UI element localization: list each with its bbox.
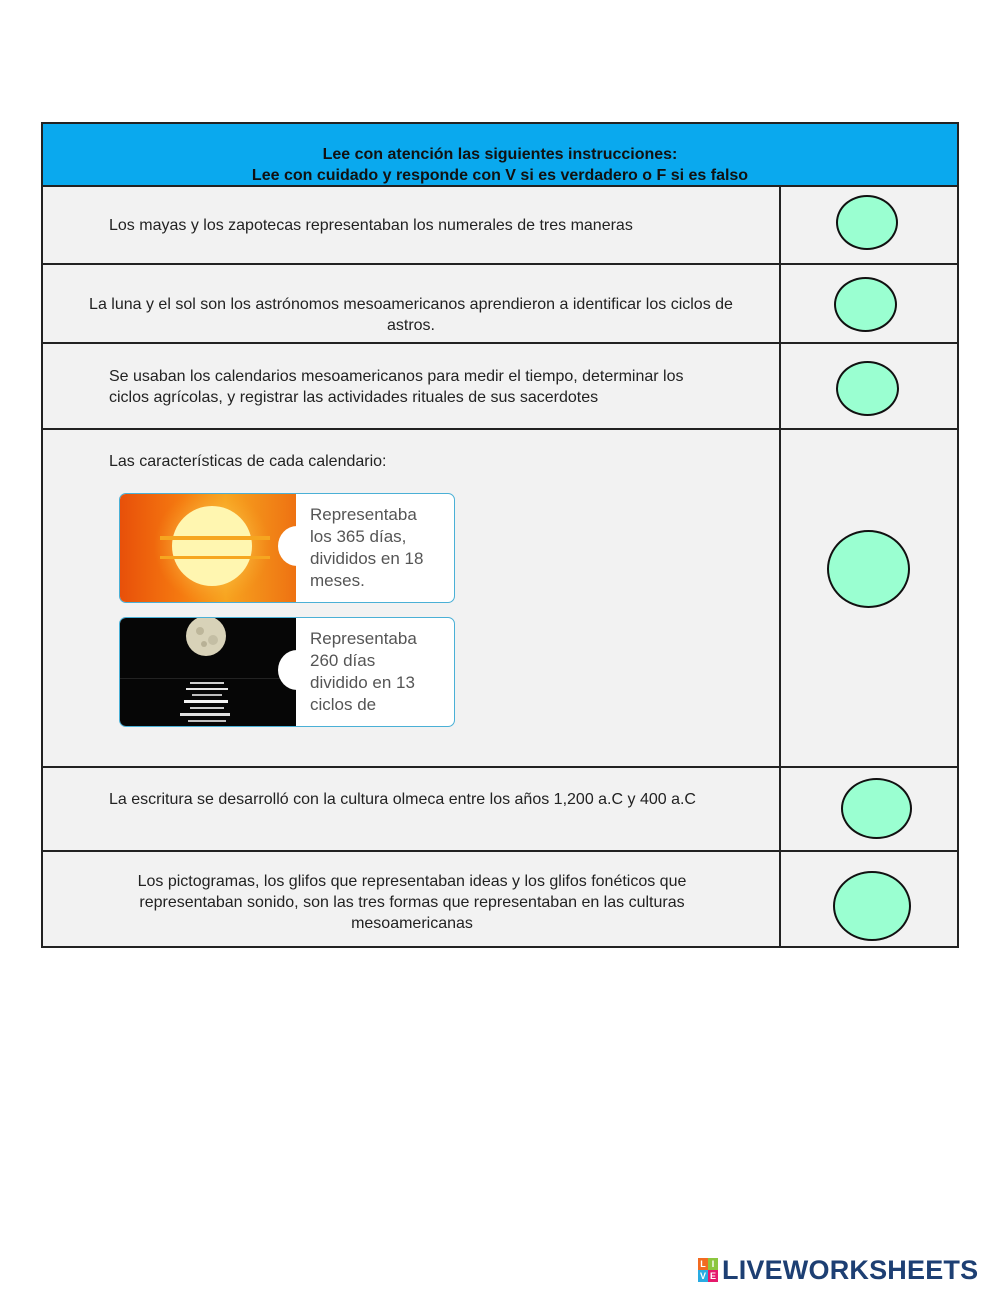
card-line: meses. [310, 571, 365, 590]
question-text-line: Se usaban los calendarios mesoamericanos para medir el tiempo, determinar los [109, 368, 684, 385]
question-cell [43, 187, 781, 263]
card-line: divididos en 18 [310, 549, 424, 568]
question-text-line: representaban sonido, son las tres formas que representaban en las culturas [139, 894, 685, 911]
answer-circle-2[interactable] [834, 277, 897, 332]
calendar-card-text [310, 504, 450, 592]
question-row-4 [43, 430, 957, 768]
question-cell [43, 265, 781, 342]
question-text-line: Los pictogramas, los glifos que representaban ideas y los glifos fonéticos que [137, 873, 687, 890]
calendar-card-ritual [119, 617, 455, 727]
question-cell [43, 768, 781, 850]
liveworksheets-logo [698, 1256, 978, 1284]
question-text-line: astros. [386, 317, 435, 334]
answer-circle-4[interactable] [827, 530, 910, 608]
answer-circle-1[interactable] [836, 195, 898, 250]
moon-image [120, 618, 296, 726]
question-text [109, 366, 684, 408]
instructions-line-1: Lee con atención las siguientes instrucciones: [322, 146, 678, 163]
answer-circle-6[interactable] [833, 871, 911, 941]
sunset-icon [120, 494, 296, 603]
card-line: 260 días [310, 651, 376, 670]
worksheet-table [41, 122, 959, 948]
logo-letter: V [699, 1271, 706, 1281]
instructions-header [43, 124, 957, 187]
question-row-1 [43, 187, 957, 265]
question-row-2 [43, 265, 957, 344]
logo-letter: L [698, 1258, 708, 1270]
card-line: Representaba [310, 629, 417, 648]
sun-image [120, 494, 296, 602]
question-text: La escritura se desarrolló con la cultura olmeca entre los años 1,200 a.C y 400 a.C [109, 791, 696, 808]
answer-circle-3[interactable] [836, 361, 899, 416]
question-text-line: mesoamericanas [351, 915, 473, 932]
logo-wordmark: LIVEWORKSHEETS [722, 1254, 979, 1285]
card-line: ciclos de [310, 695, 377, 714]
question-cell [43, 344, 781, 428]
question-row-6 [43, 852, 957, 946]
calendar-card-text [310, 628, 450, 716]
card-line: dividido en 13 [310, 673, 415, 692]
question-text: Los mayas y los zapotecas representaban los numerales de tres maneras [109, 217, 633, 234]
question-row-3 [43, 344, 957, 430]
logo-letter: E [709, 1271, 716, 1281]
logo-letter: I [708, 1258, 718, 1270]
question-text [103, 871, 721, 934]
instructions-line-2: Lee con cuidado y responde con V si es verdadero o F si es falso [251, 167, 749, 184]
card-line: Representaba [310, 505, 417, 524]
question-row-5 [43, 768, 957, 852]
logo-mark-icon [698, 1258, 718, 1282]
question-text [43, 294, 779, 336]
calendar-card-solar [119, 493, 455, 603]
card-line: los 365 días, [310, 527, 407, 546]
answer-circle-5[interactable] [841, 778, 912, 839]
question-cell [43, 852, 781, 946]
full-moon-icon [120, 618, 296, 727]
question-cell [43, 430, 781, 766]
question-text-line: ciclos agrícolas, y registrar las actividades rituales de sus sacerdotes [109, 389, 599, 406]
question-text: Las características de cada calendario: [109, 453, 387, 470]
question-text-line: La luna y el sol son los astrónomos mesoamericanos aprendieron a identificar los ciclos de [89, 296, 733, 313]
